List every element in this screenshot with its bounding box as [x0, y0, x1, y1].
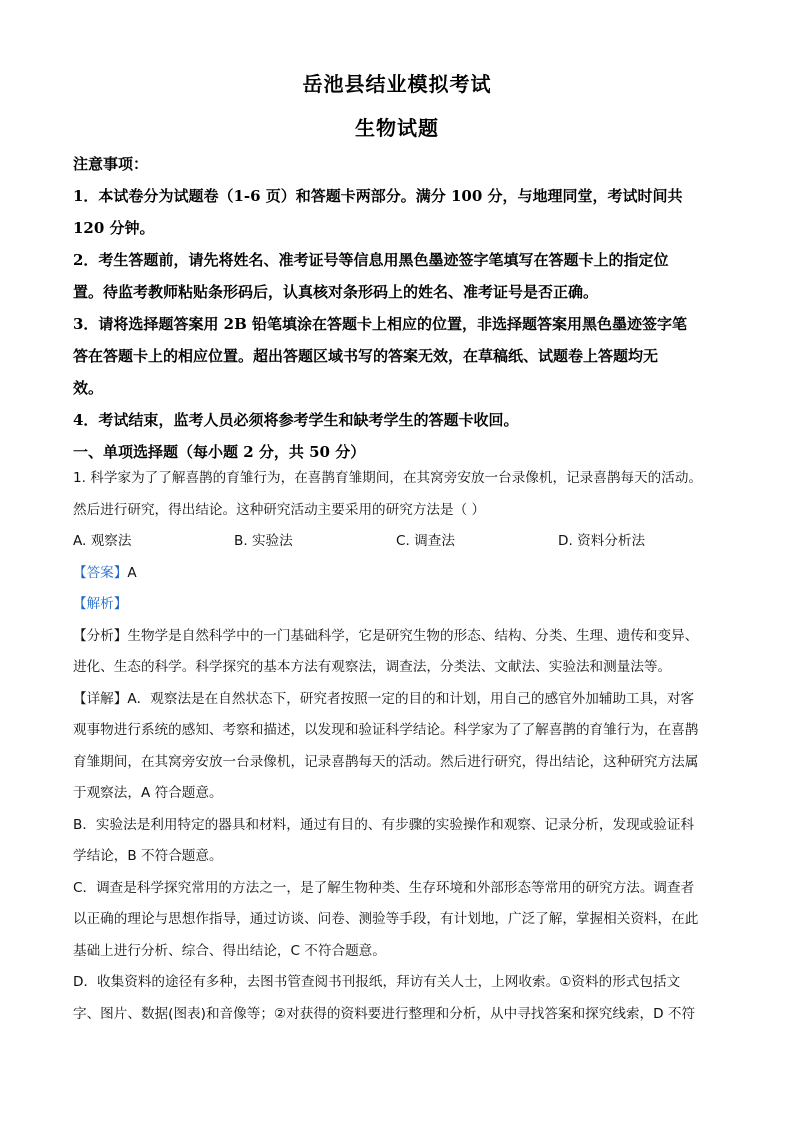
options-row — [73, 526, 723, 558]
notes-line: 置。待监考教师粘贴条形码后，认真核对条形码上的姓名、准考证号是否正确。 — [73, 283, 599, 301]
question-stem: 然后进行研究，得出结论。这种研究活动主要采用的研究方法是（ ） — [73, 501, 486, 518]
question-stem: 1. 科学家为了了解喜鹊的育雏行为，在喜鹊育雏期间，在其窝旁安放一台录像机，记录喜鹊每天的活动。 — [73, 470, 703, 486]
xiangjie-text: C．调查是科学探究常用的方法之一，是了解生物种类、生存环境和外部形态等常用的研究方法。调查者 — [73, 879, 695, 896]
notes-block — [73, 148, 723, 468]
xiangjie-tag: 【详解】 — [73, 690, 128, 707]
notes-line: 2．考生答题前，请先将姓名、准考证号等信息用黑色墨迹签字笔填写在答题卡上的指定位 — [73, 251, 669, 269]
notes-line: 3．请将选择题答案用 2B 铅笔填涂在答题卡上相应的位置，非选择题答案用黑色墨迹签字笔 — [73, 315, 688, 333]
fenxi-text: 生物学是自然科学中的一门基础科学，它是研究生物的形态、结构、分类、生理、遗传和变异、 — [127, 627, 699, 644]
fenxi-line — [73, 621, 723, 653]
analysis-tag: 【解析】 — [73, 596, 128, 612]
fenxi-text: 进化、生态的科学。科学探究的基本方法有观察法，调查法，分类法、文献法、实验法和测量法等。 — [73, 659, 672, 675]
notes-line: 效。 — [73, 379, 104, 397]
answer-line — [73, 558, 723, 590]
xiangjie-text: 育雏期间，在其窝旁安放一台录像机，记录喜鹊每天的活动。然后进行研究，得出结论，这种研究方法属 — [73, 753, 699, 770]
xiangjie-line — [73, 684, 723, 716]
xiangjie-text: 于观察法，A 符合题意。 — [73, 785, 223, 801]
question-1 — [73, 463, 723, 1030]
answer-tag: 【答案】 — [73, 564, 128, 581]
notes-line: 答在答题卡上的相应位置。超出答题区域书写的答案无效，在草稿纸、试题卷上答题均无 — [73, 347, 659, 365]
xiangjie-text: 学结论，B 不符合题意。 — [73, 848, 223, 864]
notes-line: 4．考试结束，监考人员必须将参考学生和缺考学生的答题卡收回。 — [73, 411, 519, 429]
option-b: B. 实验法 — [234, 533, 293, 549]
option-d: D. 资料分析法 — [558, 533, 646, 549]
analysis-line — [73, 589, 723, 621]
notes-heading: 注意事项： — [73, 155, 149, 173]
option-c: C. 调查法 — [396, 533, 455, 549]
section-title: 一、单项选择题（每小题 2 分，共 50 分） — [73, 443, 366, 461]
xiangjie-text: 字、图片、数据(图表)和音像等；②对获得的资料要进行整理和分析，从中寻找答案和探究线索，D 不符 — [73, 1005, 696, 1022]
notes-line: 120 分钟。 — [73, 219, 155, 237]
exam-subtitle: 生物试题 — [355, 116, 439, 140]
xiangjie-text: B．实验法是利用特定的器具和材料，通过有目的、有步骤的实验操作和观察、记录分析，发现或验证科 — [73, 816, 695, 833]
xiangjie-text: D．收集资料的途径有多种，去图书管查阅书刊报纸，拜访有关人士，上网收索。①资料的形式包括文 — [73, 974, 681, 990]
answer-value: A — [127, 564, 137, 581]
option-a: A. 观察法 — [73, 533, 132, 549]
exam-title: 岳池县结业模拟考试 — [302, 72, 492, 96]
xiangjie-text: A．观察法是在自然状态下，研究者按照一定的目的和计划，用自己的感官外加辅助工具，对客 — [127, 690, 695, 707]
notes-line: 1．本试卷分为试题卷（1-6 页）和答题卡两部分。满分 100 分，与地理同堂，考试时间共 — [73, 187, 683, 205]
xiangjie-text: 以正确的理论与思想作指导，通过访谈、问卷、测验等手段，有计划地，广泛了解，掌握相关资料，在此 — [73, 911, 699, 927]
xiangjie-text: 观事物进行系统的感知、考察和描述，以发现和验证科学结论。科学家为了了解喜鹊的育雏行为，在喜鹊 — [73, 722, 699, 738]
fenxi-tag: 【分析】 — [73, 627, 128, 644]
xiangjie-text: 基础上进行分析、综合、得出结论，C 不符合题意。 — [73, 942, 386, 959]
